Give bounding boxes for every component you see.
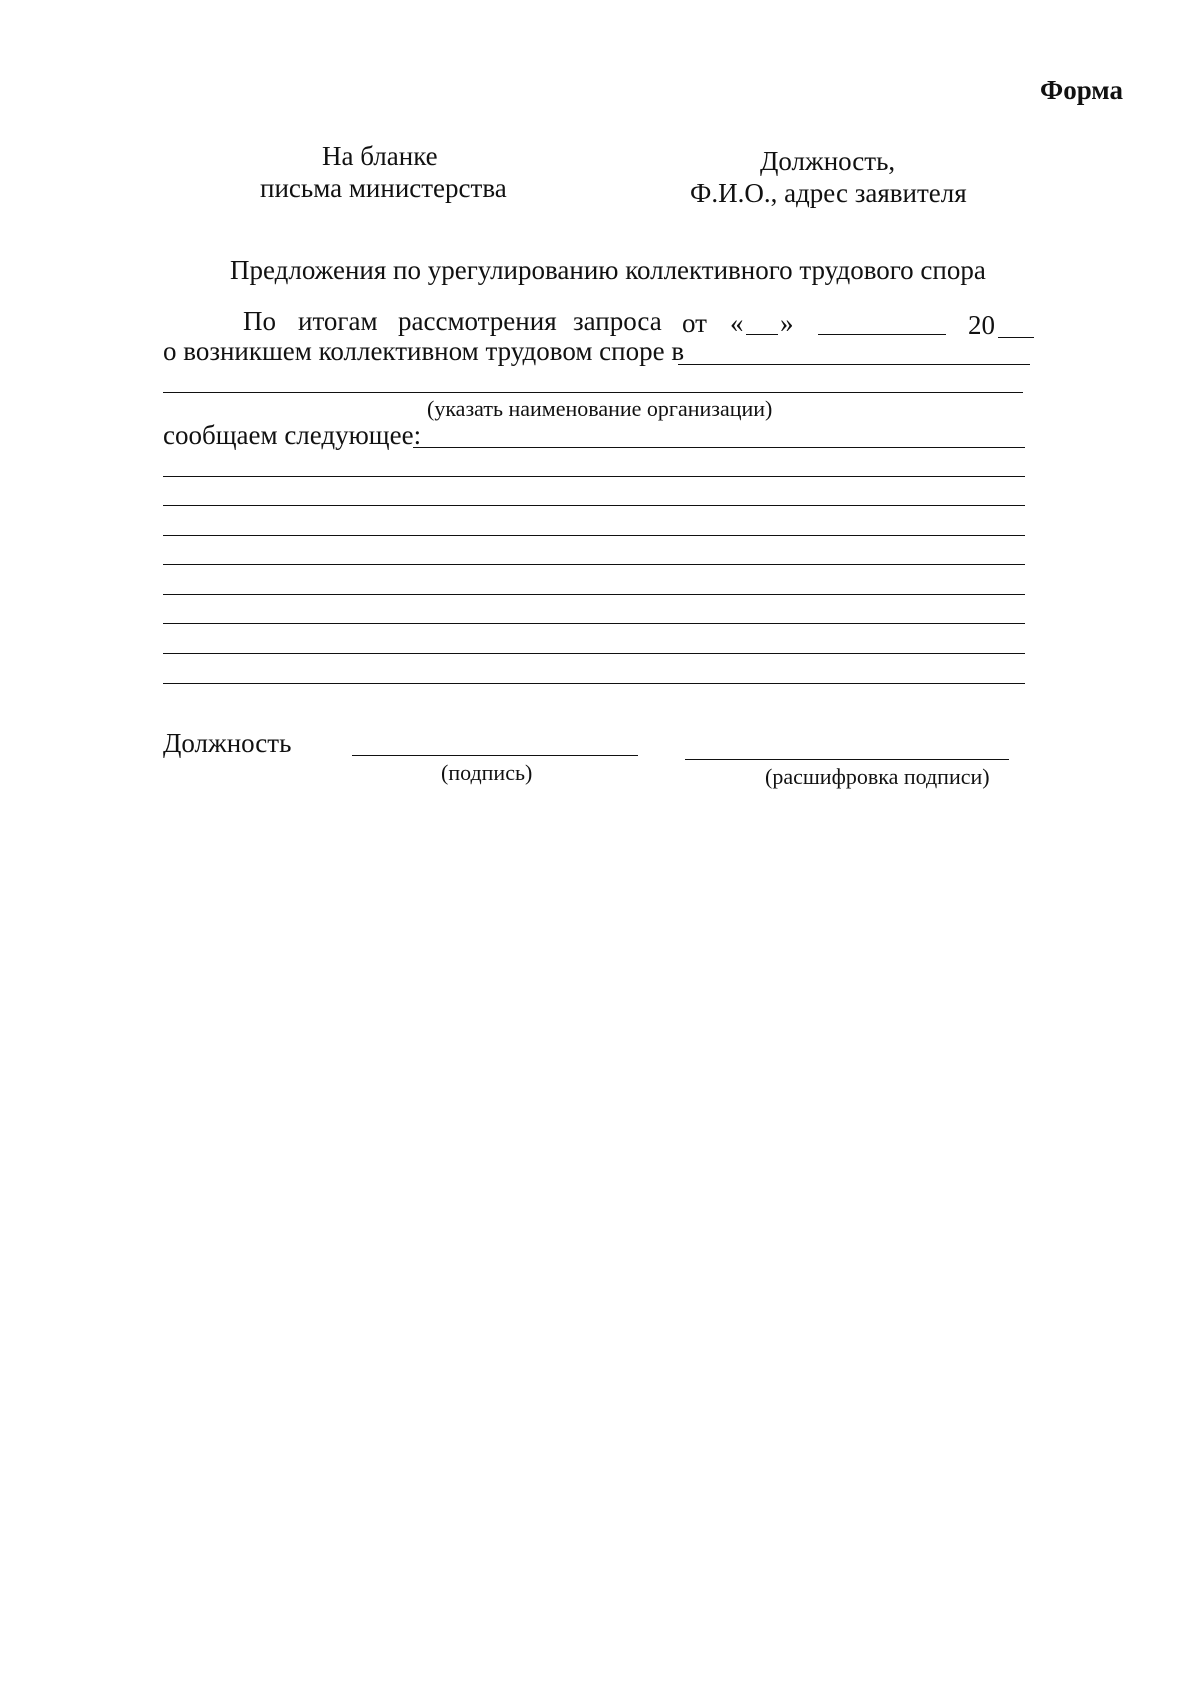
year-field[interactable] [998,337,1034,338]
day-field[interactable] [746,334,778,335]
report-field[interactable] [413,447,1025,448]
signature-hint: (подпись) [441,760,533,785]
blank-line[interactable] [163,623,1025,624]
report-label: сообщаем следующее: [163,420,422,450]
letterhead-line-2: письма министерства [260,173,507,203]
addressee-line-1: Должность, [760,146,896,176]
blank-line[interactable] [163,535,1025,536]
organization-field-start[interactable] [678,364,1030,365]
signature-position-label: Должность [163,728,292,758]
organization-field[interactable] [163,392,1023,393]
signature-field[interactable] [352,755,638,756]
signature-decoding-field[interactable] [685,759,1009,760]
addressee-line-2: Ф.И.О., адрес заявителя [690,178,967,208]
word-rassmotreniya: рассмотрения [398,306,557,336]
form-label: Форма [1040,75,1124,105]
letterhead-line-1: На бланке [322,141,438,171]
blank-line[interactable] [163,683,1025,684]
month-field[interactable] [818,334,946,335]
year-prefix: 20 [968,310,995,340]
blank-line[interactable] [163,653,1025,654]
word-itogam: итогам [298,306,378,336]
word-ot: от [682,308,707,338]
word-po: По [243,306,276,336]
organization-hint: (указать наименование организации) [427,396,773,421]
quote-open: « [730,308,744,338]
blank-line[interactable] [163,505,1025,506]
blank-line[interactable] [163,594,1025,595]
signature-decoding-hint: (расшифровка подписи) [765,764,990,789]
word-zaprosa: запроса [573,306,662,336]
quote-close: » [780,308,794,338]
document-title: Предложения по урегулированию коллективного трудового спора [230,255,986,285]
blank-line[interactable] [163,476,1025,477]
blank-line[interactable] [163,564,1025,565]
dispute-text: о возникшем коллективном трудовом споре в [163,336,685,366]
